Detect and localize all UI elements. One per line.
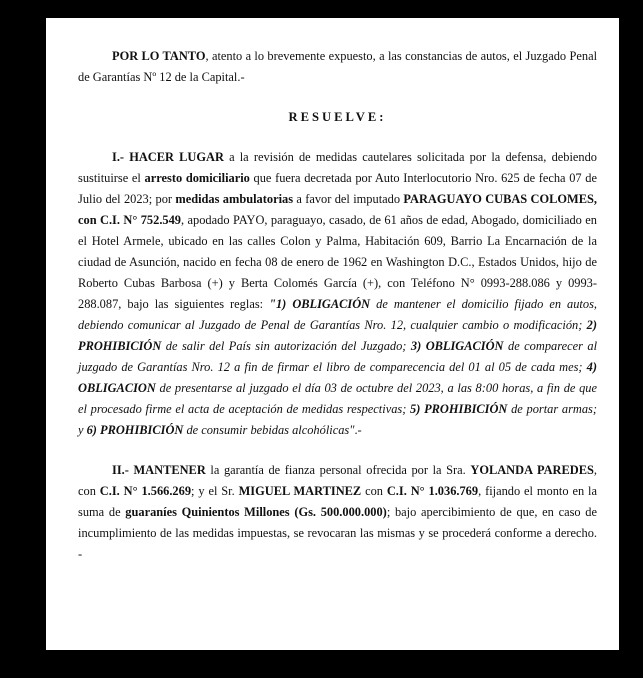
paragraph-text: a la revisión de medidas cautelares solicitada por la defensa, debiendo sustituirse el bbox=[78, 150, 597, 185]
paragraph-text: .- bbox=[354, 423, 362, 437]
rule-3-lead: 3) OBLIGACIÓN bbox=[410, 339, 504, 353]
resolution-item-2-lead: II.- MANTENER bbox=[112, 463, 206, 477]
por-lo-tanto-lead: POR LO TANTO bbox=[112, 49, 206, 63]
rule-text: de comparecer al juzgado de Garantías Nro. 12 a fin de firmar el libro de comparecencia del 01 al 05 de cada mes; bbox=[78, 339, 598, 374]
resolution-item-1-lead: I.- HACER LUGAR bbox=[112, 150, 224, 164]
paragraph-text: a favor del imputado bbox=[293, 192, 404, 206]
rule-text: de portar armas; y bbox=[78, 402, 597, 437]
paragraph-text: , fijando el monto en la suma de bbox=[78, 484, 597, 519]
paragraph-por-lo-tanto bbox=[78, 46, 597, 88]
guarantor-2-name: MIGUEL MARTINEZ bbox=[238, 484, 362, 498]
paragraph-text: ; y el Sr. bbox=[191, 484, 239, 498]
rule-text: de presentarse al juzgado el día 03 de octubre del 2023, a las 8:00 horas, a fin de que el procesado firme el acta de aceptación de medidas respectivas; bbox=[78, 381, 597, 416]
paragraph-text: con bbox=[361, 484, 387, 498]
bold-text: arresto domiciliario bbox=[144, 171, 250, 185]
paragraph-text: que fuera decretada por Auto Interlocutorio Nro. 625 de fecha 07 de Julio del 2023; por bbox=[78, 171, 597, 206]
rule-2-lead: 2) PROHIBICIÓN bbox=[78, 318, 597, 353]
paragraph-text: , apodado PAYO, paraguayo, casado, de 61 años de edad, Abogado, domiciliado en el Hotel Armele, ubicado en las calles Colon y Palma, Habitación 609, Barrio La Encarnación de la ciudad de Asunción, nacido en fecha 08 de enero de 1962 en Washington D.C., Estados Unidos, hijo de Roberto Cubas Barbosa (+) y Berta Colomés García (+), con Teléfono N° 0993-288.086 y 0993-288.087, bajo las siguientes reglas: bbox=[78, 213, 597, 311]
rule-6-lead: 6) PROHIBICIÓN bbox=[86, 423, 184, 437]
rule-5-lead: 5) PROHIBICIÓN bbox=[410, 402, 508, 416]
resuelve-heading: RESUELVE: bbox=[288, 110, 387, 124]
document-page bbox=[46, 18, 619, 650]
guarantor-2-id: C.I. N° 1.036.769 bbox=[386, 484, 479, 498]
rule-text: de consumir bebidas alcohólicas" bbox=[183, 423, 355, 437]
guarantor-1-id: C.I. N° 1.566.269 bbox=[99, 484, 192, 498]
paragraph-gap bbox=[78, 441, 597, 460]
bold-text: medidas ambulatorias bbox=[175, 192, 294, 206]
defendant-name: PARAGUAYO CUBAS COLOMES, con C.I. N° 752.549 bbox=[78, 192, 597, 227]
paragraph-text: , con bbox=[78, 463, 597, 498]
paragraph-text: ; bajo apercibimiento de que, en caso de incumplimiento de las medidas impuestas, se revocaran las mismas y se procederá conforme a derecho. - bbox=[78, 505, 597, 561]
guarantor-1-name: YOLANDA PAREDES bbox=[470, 463, 594, 477]
rule-text: de mantener el domicilio fijado en autos, debiendo comunicar al Juzgado de Penal de Garantías Nro. 12, cualquier cambio o modificación; bbox=[78, 297, 597, 332]
paragraph-hacer-lugar bbox=[78, 147, 597, 441]
rule-1-lead: "1) OBLIGACIÓN bbox=[269, 297, 371, 311]
paragraph-text: , atento a lo brevemente expuesto, a las constancias de autos, el Juzgado Penal de Garantías Nº 12 de la Capital.- bbox=[78, 49, 598, 84]
bail-amount: guaraníes Quinientos Millones (Gs. 500.000.000) bbox=[125, 505, 387, 519]
rule-4-lead: 4) OBLIGACION bbox=[78, 360, 597, 395]
paragraph-mantener bbox=[78, 460, 597, 565]
rule-text: de salir del País sin autorización del Juzgado; bbox=[161, 339, 411, 353]
paragraph-text: la garantía de fianza personal ofrecida por la Sra. bbox=[205, 463, 471, 477]
